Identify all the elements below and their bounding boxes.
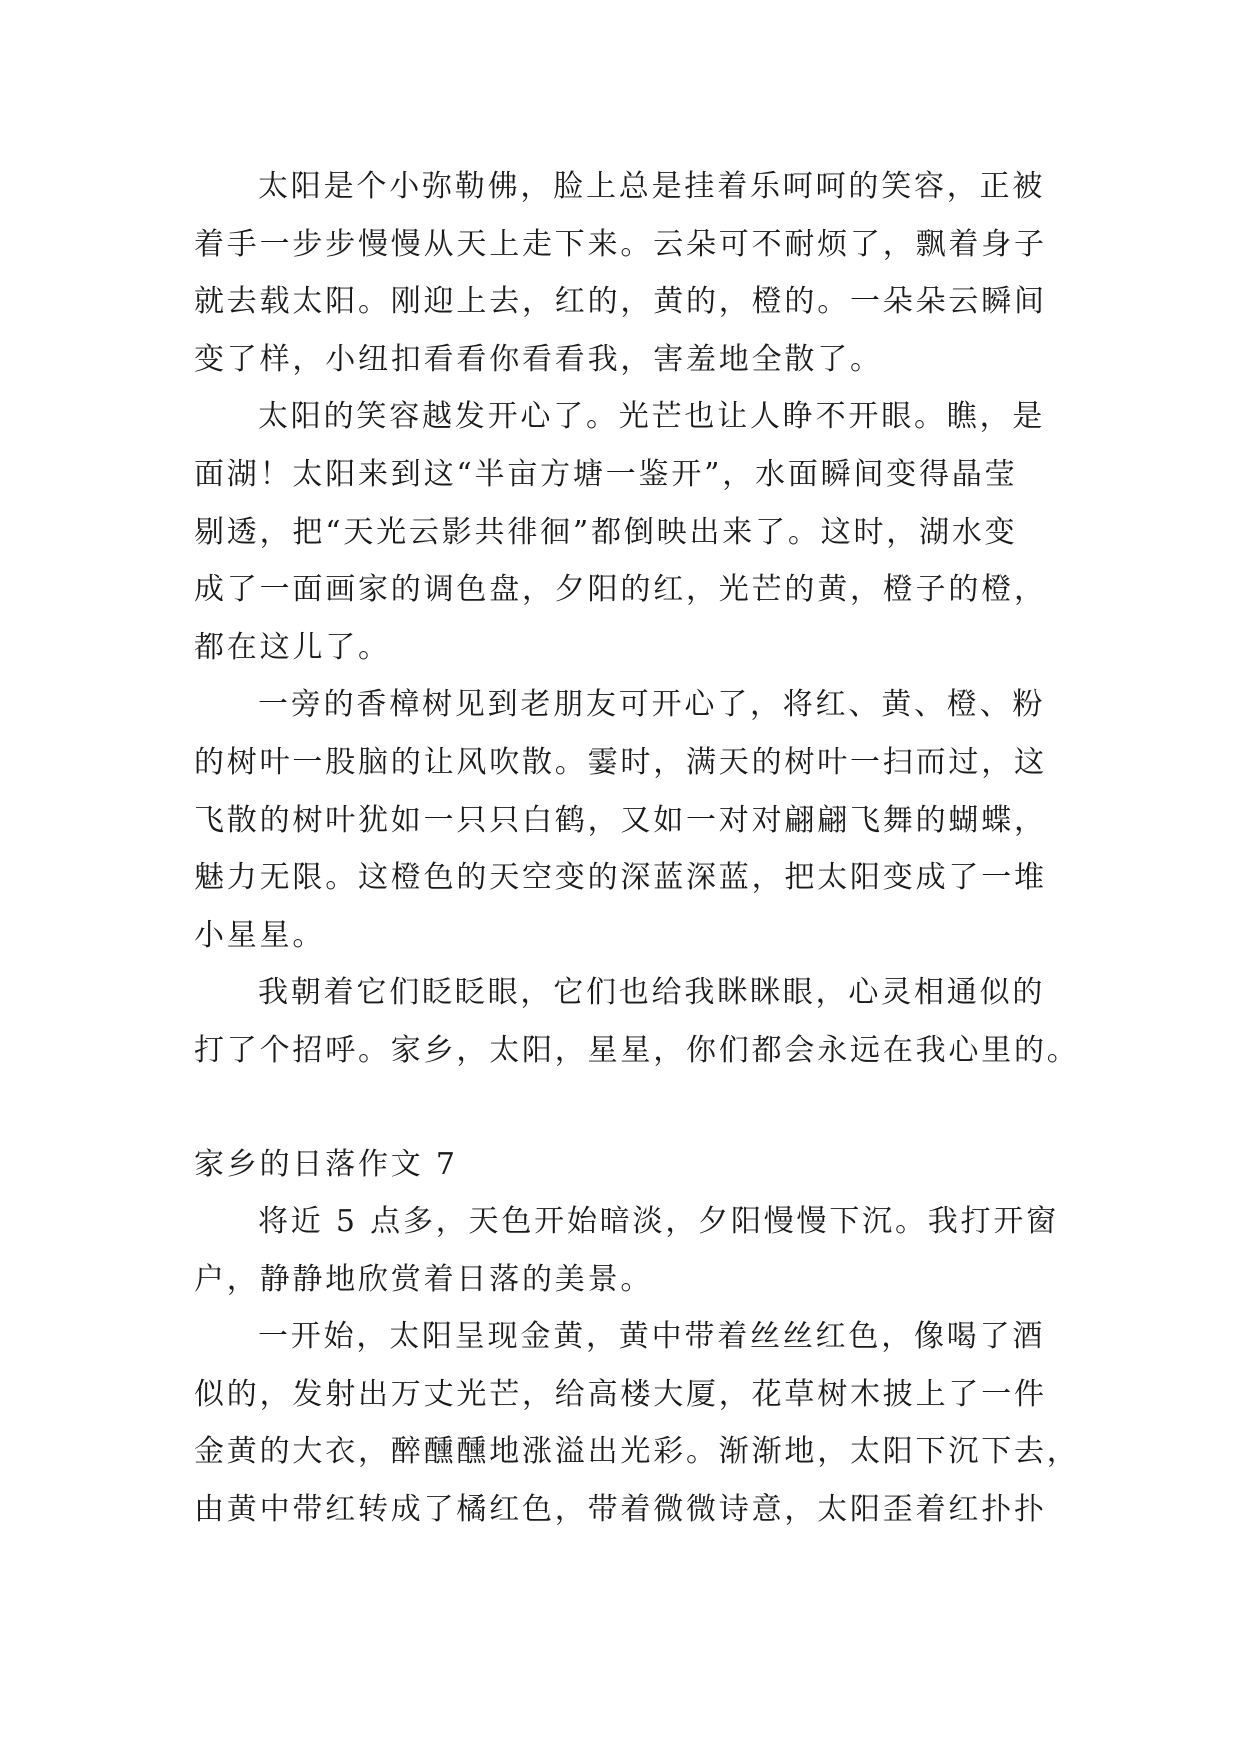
text-line: 面湖！太阳来到这“半亩方塘一鉴开”，水面瞬间变得晶莹 bbox=[194, 456, 1018, 492]
text-line: 小星星。 bbox=[194, 917, 326, 953]
text-line: 由黄中带红转成了橘红色，带着微微诗意，太阳歪着红扑扑 bbox=[194, 1492, 1047, 1528]
text-line: 金黄的大衣，醉醺醺地涨溢出光彩。渐渐地，太阳下沉下去， bbox=[194, 1434, 1080, 1470]
paragraph bbox=[194, 1193, 1059, 1308]
text-line: 着手一步步慢慢从天上走下来。云朵可不耐烦了，飘着身子 bbox=[194, 226, 1047, 262]
paragraph bbox=[194, 158, 1059, 388]
paragraph bbox=[194, 676, 1059, 964]
text-line: 将近 5 点多，天色开始暗淡，夕阳慢慢下沉。我打开窗 bbox=[258, 1204, 1059, 1240]
text-line: 一旁的香樟树见到老朋友可开心了，将红、黄、橙、粉 bbox=[258, 687, 1046, 723]
text-line: 成了一面画家的调色盘，夕阳的红，光芒的黄，橙子的橙， bbox=[194, 572, 1047, 608]
text-line: 就去载太阳。刚迎上去，红的，黄的，橙的。一朵朵云瞬间 bbox=[194, 284, 1047, 320]
text-line: 太阳是个小弥勒佛，脸上总是挂着乐呵呵的笑容，正被 bbox=[258, 169, 1046, 204]
text-line: 打了个招呼。家乡，太阳，星星，你们都会永远在我心里的。 bbox=[194, 1032, 1080, 1068]
text-line: 太阳的笑容越发开心了。光芒也让人睁不开眼。瞧，是 bbox=[258, 399, 1046, 435]
text-line: 我朝着它们眨眨眼，它们也给我眯眯眼，心灵相通似的 bbox=[258, 975, 1046, 1011]
text-line: 一开始，太阳呈现金黄，黄中带着丝丝红色，像喝了酒 bbox=[258, 1319, 1046, 1355]
text-line: 似的，发射出万丈光芒，给高楼大厦，花草树木披上了一件 bbox=[194, 1376, 1047, 1412]
section-gap bbox=[194, 1080, 1059, 1136]
document-body bbox=[194, 158, 1080, 1539]
paragraph bbox=[194, 1308, 1080, 1538]
text-line: 都在这儿了。 bbox=[194, 629, 391, 665]
paragraph bbox=[194, 964, 1080, 1079]
text-line: 飞散的树叶犹如一只只白鹤，又如一对对翩翩飞舞的蝴蝶， bbox=[194, 802, 1047, 838]
paragraph bbox=[194, 388, 1059, 676]
text-line: 变了样，小纽扣看看你看看我，害羞地全散了。 bbox=[194, 341, 883, 377]
text-line: 的树叶一股脑的让风吹散。霎时，满天的树叶一扫而过，这 bbox=[194, 744, 1047, 780]
section-title: 家乡的日落作文 7 bbox=[194, 1146, 458, 1182]
text-line: 魅力无限。这橙色的天空变的深蓝深蓝，把太阳变成了一堆 bbox=[194, 860, 1047, 896]
text-line: 户，静静地欣赏着日落的美景。 bbox=[194, 1261, 654, 1297]
text-line: 剔透，把“天光云影共徘徊”都倒映出来了。这时，湖水变 bbox=[194, 514, 1018, 550]
